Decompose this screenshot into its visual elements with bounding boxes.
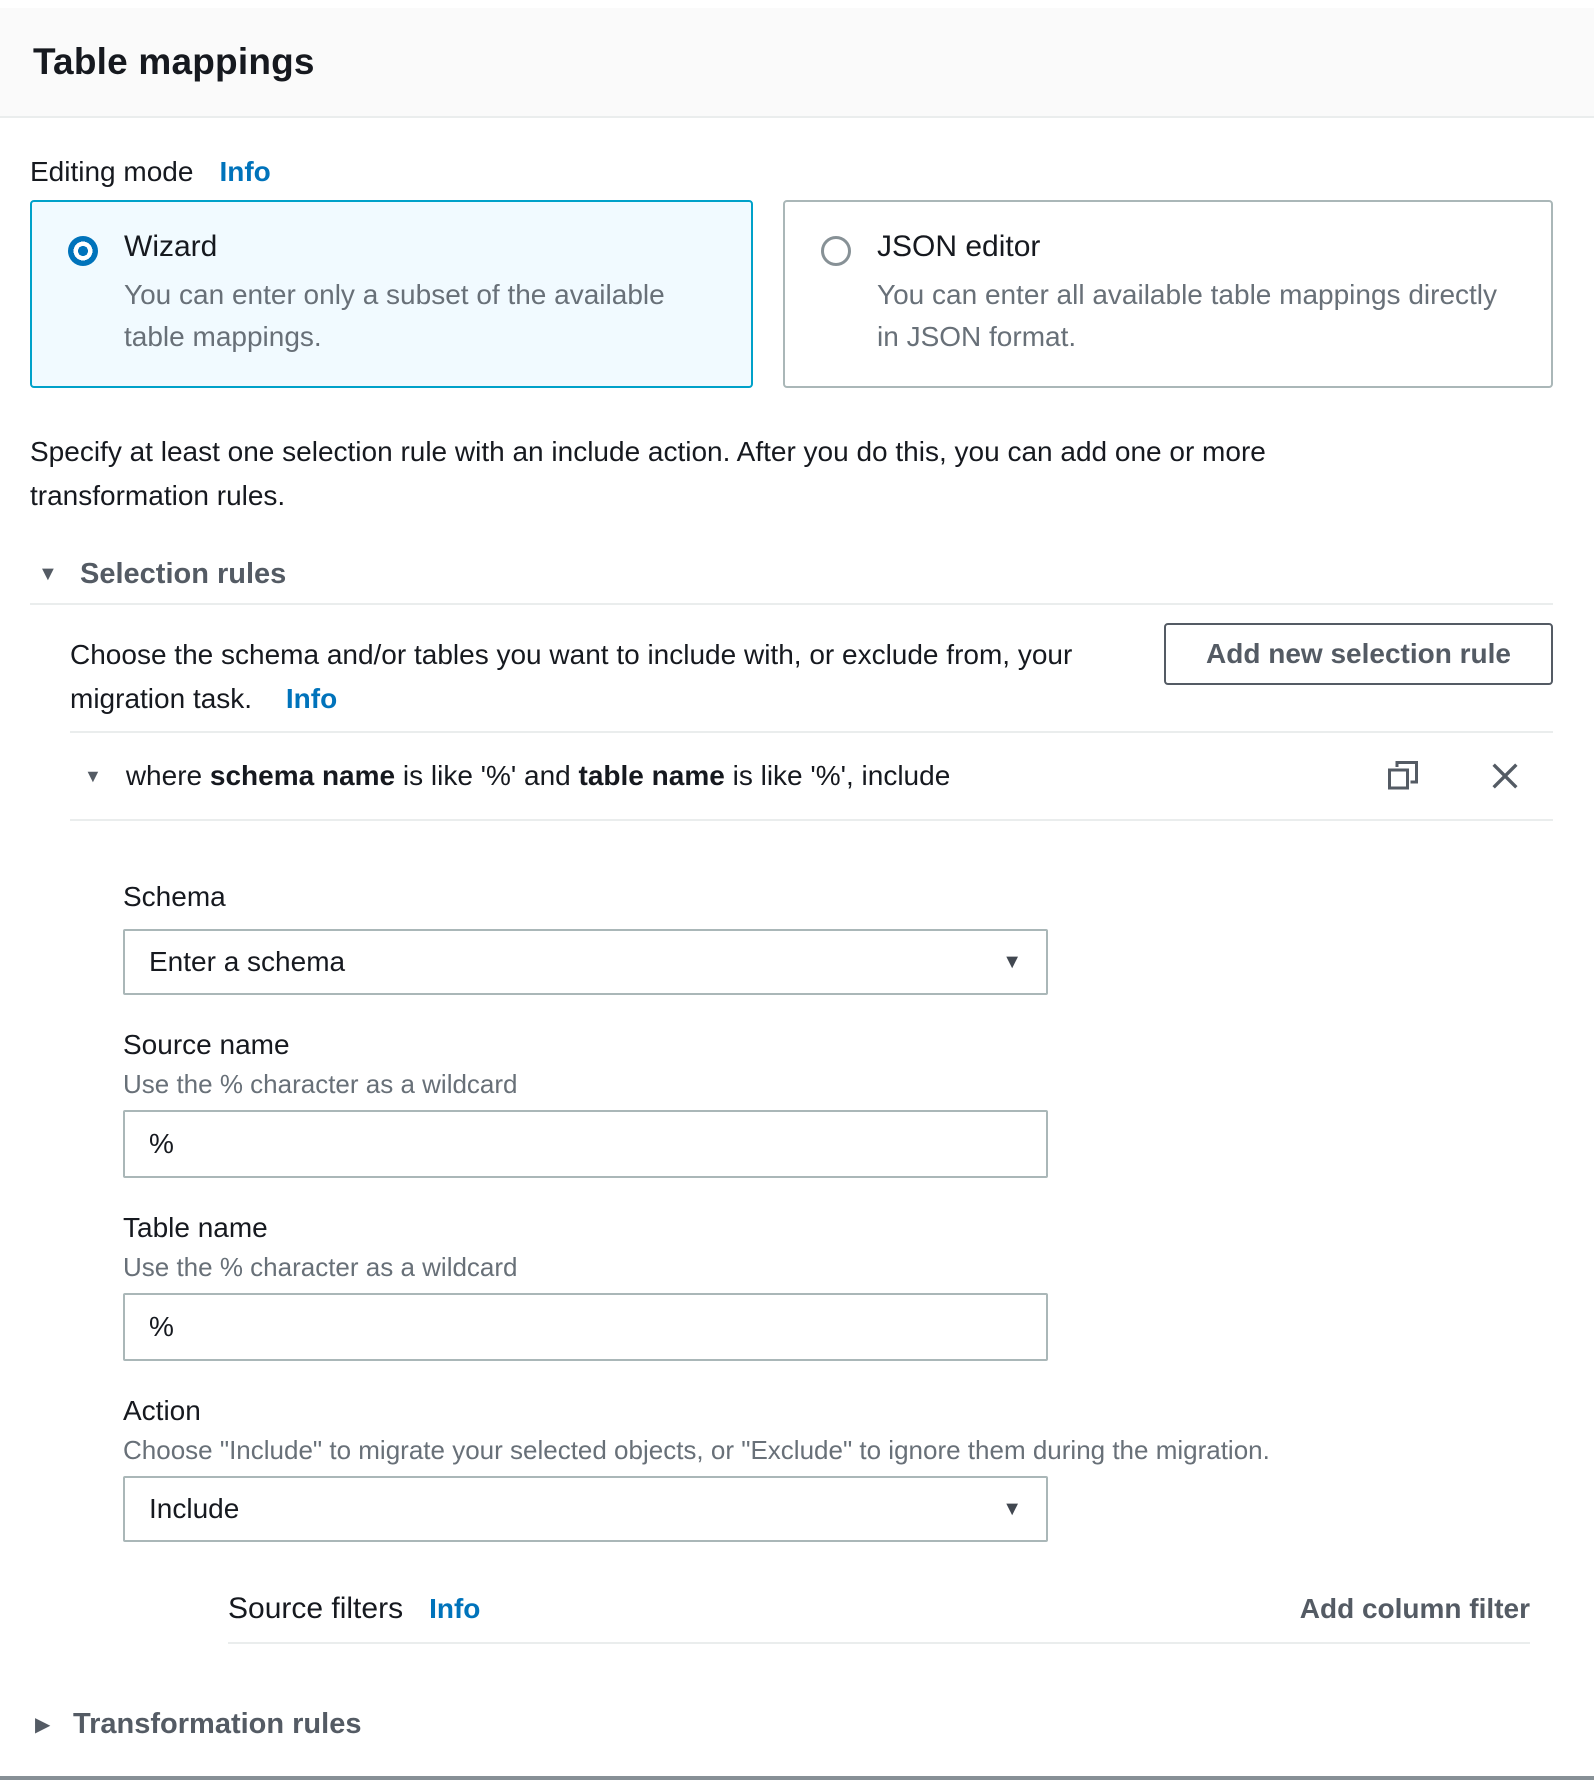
divider — [70, 819, 1553, 821]
divider — [30, 603, 1553, 605]
table-name-label: Table name — [123, 1212, 268, 1243]
selection-rules-description — [70, 623, 1080, 721]
triangle-right-icon: ▶ — [35, 1714, 51, 1736]
schema-label: Schema — [123, 881, 226, 912]
action-helper: Choose "Include" to migrate your selected objects, or "Exclude" to ignore them during the migration. — [123, 1435, 1270, 1465]
json-editor-radio-icon[interactable] — [821, 236, 851, 266]
bottom-bar — [0, 1776, 1594, 1780]
selection-rules-section — [70, 623, 1553, 1644]
triangle-down-icon[interactable]: ▼ — [84, 765, 102, 786]
action-select[interactable] — [123, 1476, 1048, 1542]
rule-body — [70, 881, 1553, 1644]
source-name-helper: Use the % character as a wildcard — [123, 1069, 518, 1099]
triangle-down-icon: ▼ — [38, 563, 58, 585]
divider — [228, 1642, 1530, 1644]
add-column-filter-button[interactable]: Add column filter — [1299, 1593, 1530, 1624]
rule-summary-schema: schema name — [209, 760, 396, 791]
json-editor-option-label: JSON editor — [877, 230, 1041, 263]
editing-mode-label: Editing mode — [30, 156, 194, 187]
rule-summary-prefix: where — [125, 760, 210, 791]
table-name-helper: Use the % character as a wildcard — [123, 1252, 518, 1282]
wizard-option-card[interactable] — [30, 200, 753, 388]
editing-mode-info-link[interactable]: Info — [219, 156, 271, 187]
selection-rules-title: Selection rules — [80, 558, 287, 590]
add-selection-rule-button[interactable]: Add new selection rule — [1164, 623, 1553, 685]
transformation-rules-expander[interactable] — [30, 1708, 1553, 1741]
wizard-option-text — [124, 230, 715, 358]
page-title: Table mappings — [33, 41, 315, 82]
json-editor-option-card[interactable] — [783, 200, 1553, 388]
json-editor-option-description: You can enter all available table mappings directly in JSON format. — [877, 279, 1498, 352]
panel-header — [0, 8, 1594, 118]
selection-rules-head-row — [70, 623, 1553, 721]
source-name-label: Source name — [123, 1029, 290, 1060]
table-name-input[interactable] — [123, 1293, 1048, 1361]
copy-rule-button[interactable] — [1381, 754, 1425, 798]
copy-icon — [1385, 758, 1421, 794]
intro-text: Specify at least one selection rule with an include action. After you do this, you can add one or more transformation rules. — [30, 436, 1266, 511]
editing-mode-row — [30, 156, 1553, 188]
remove-rule-button[interactable] — [1483, 754, 1527, 798]
transformation-rules-title: Transformation rules — [73, 1708, 362, 1740]
rule-actions — [1381, 754, 1553, 798]
schema-select[interactable] — [123, 929, 1048, 995]
source-filters-block — [228, 1592, 1530, 1644]
source-filters-row — [228, 1592, 1530, 1626]
rule-summary-table: table name — [578, 760, 725, 791]
json-editor-option-text — [877, 230, 1515, 358]
rule-header — [70, 733, 1553, 819]
selection-rules-info-link[interactable]: Info — [285, 683, 338, 714]
rule-summary-suffix: is like '%', include — [724, 760, 951, 791]
editing-mode-options — [30, 200, 1553, 388]
source-filters-label: Source filters — [228, 1592, 404, 1625]
chevron-down-icon: ▼ — [1002, 950, 1022, 973]
source-filters-info-link[interactable]: Info — [429, 1593, 481, 1624]
panel-content — [0, 156, 1594, 1741]
rule-summary — [126, 760, 950, 792]
close-icon — [1488, 759, 1522, 793]
rule-summary-mid: is like '%' and — [395, 760, 579, 791]
chevron-down-icon: ▼ — [1002, 1497, 1022, 1520]
action-label: Action — [123, 1395, 201, 1426]
wizard-option-label: Wizard — [124, 230, 218, 263]
action-select-value: Include — [149, 1493, 240, 1524]
wizard-option-description: You can enter only a subset of the available table mappings. — [124, 279, 665, 352]
schema-select-value: Enter a schema — [149, 946, 346, 977]
wizard-radio-selected-icon[interactable] — [68, 236, 98, 266]
selection-rules-expander[interactable] — [30, 558, 1553, 591]
table-mappings-panel — [0, 8, 1594, 1780]
source-name-input[interactable] — [123, 1110, 1048, 1178]
selection-rules-description-text: Choose the schema and/or tables you want to include with, or exclude from, your migration task. — [70, 639, 1073, 714]
